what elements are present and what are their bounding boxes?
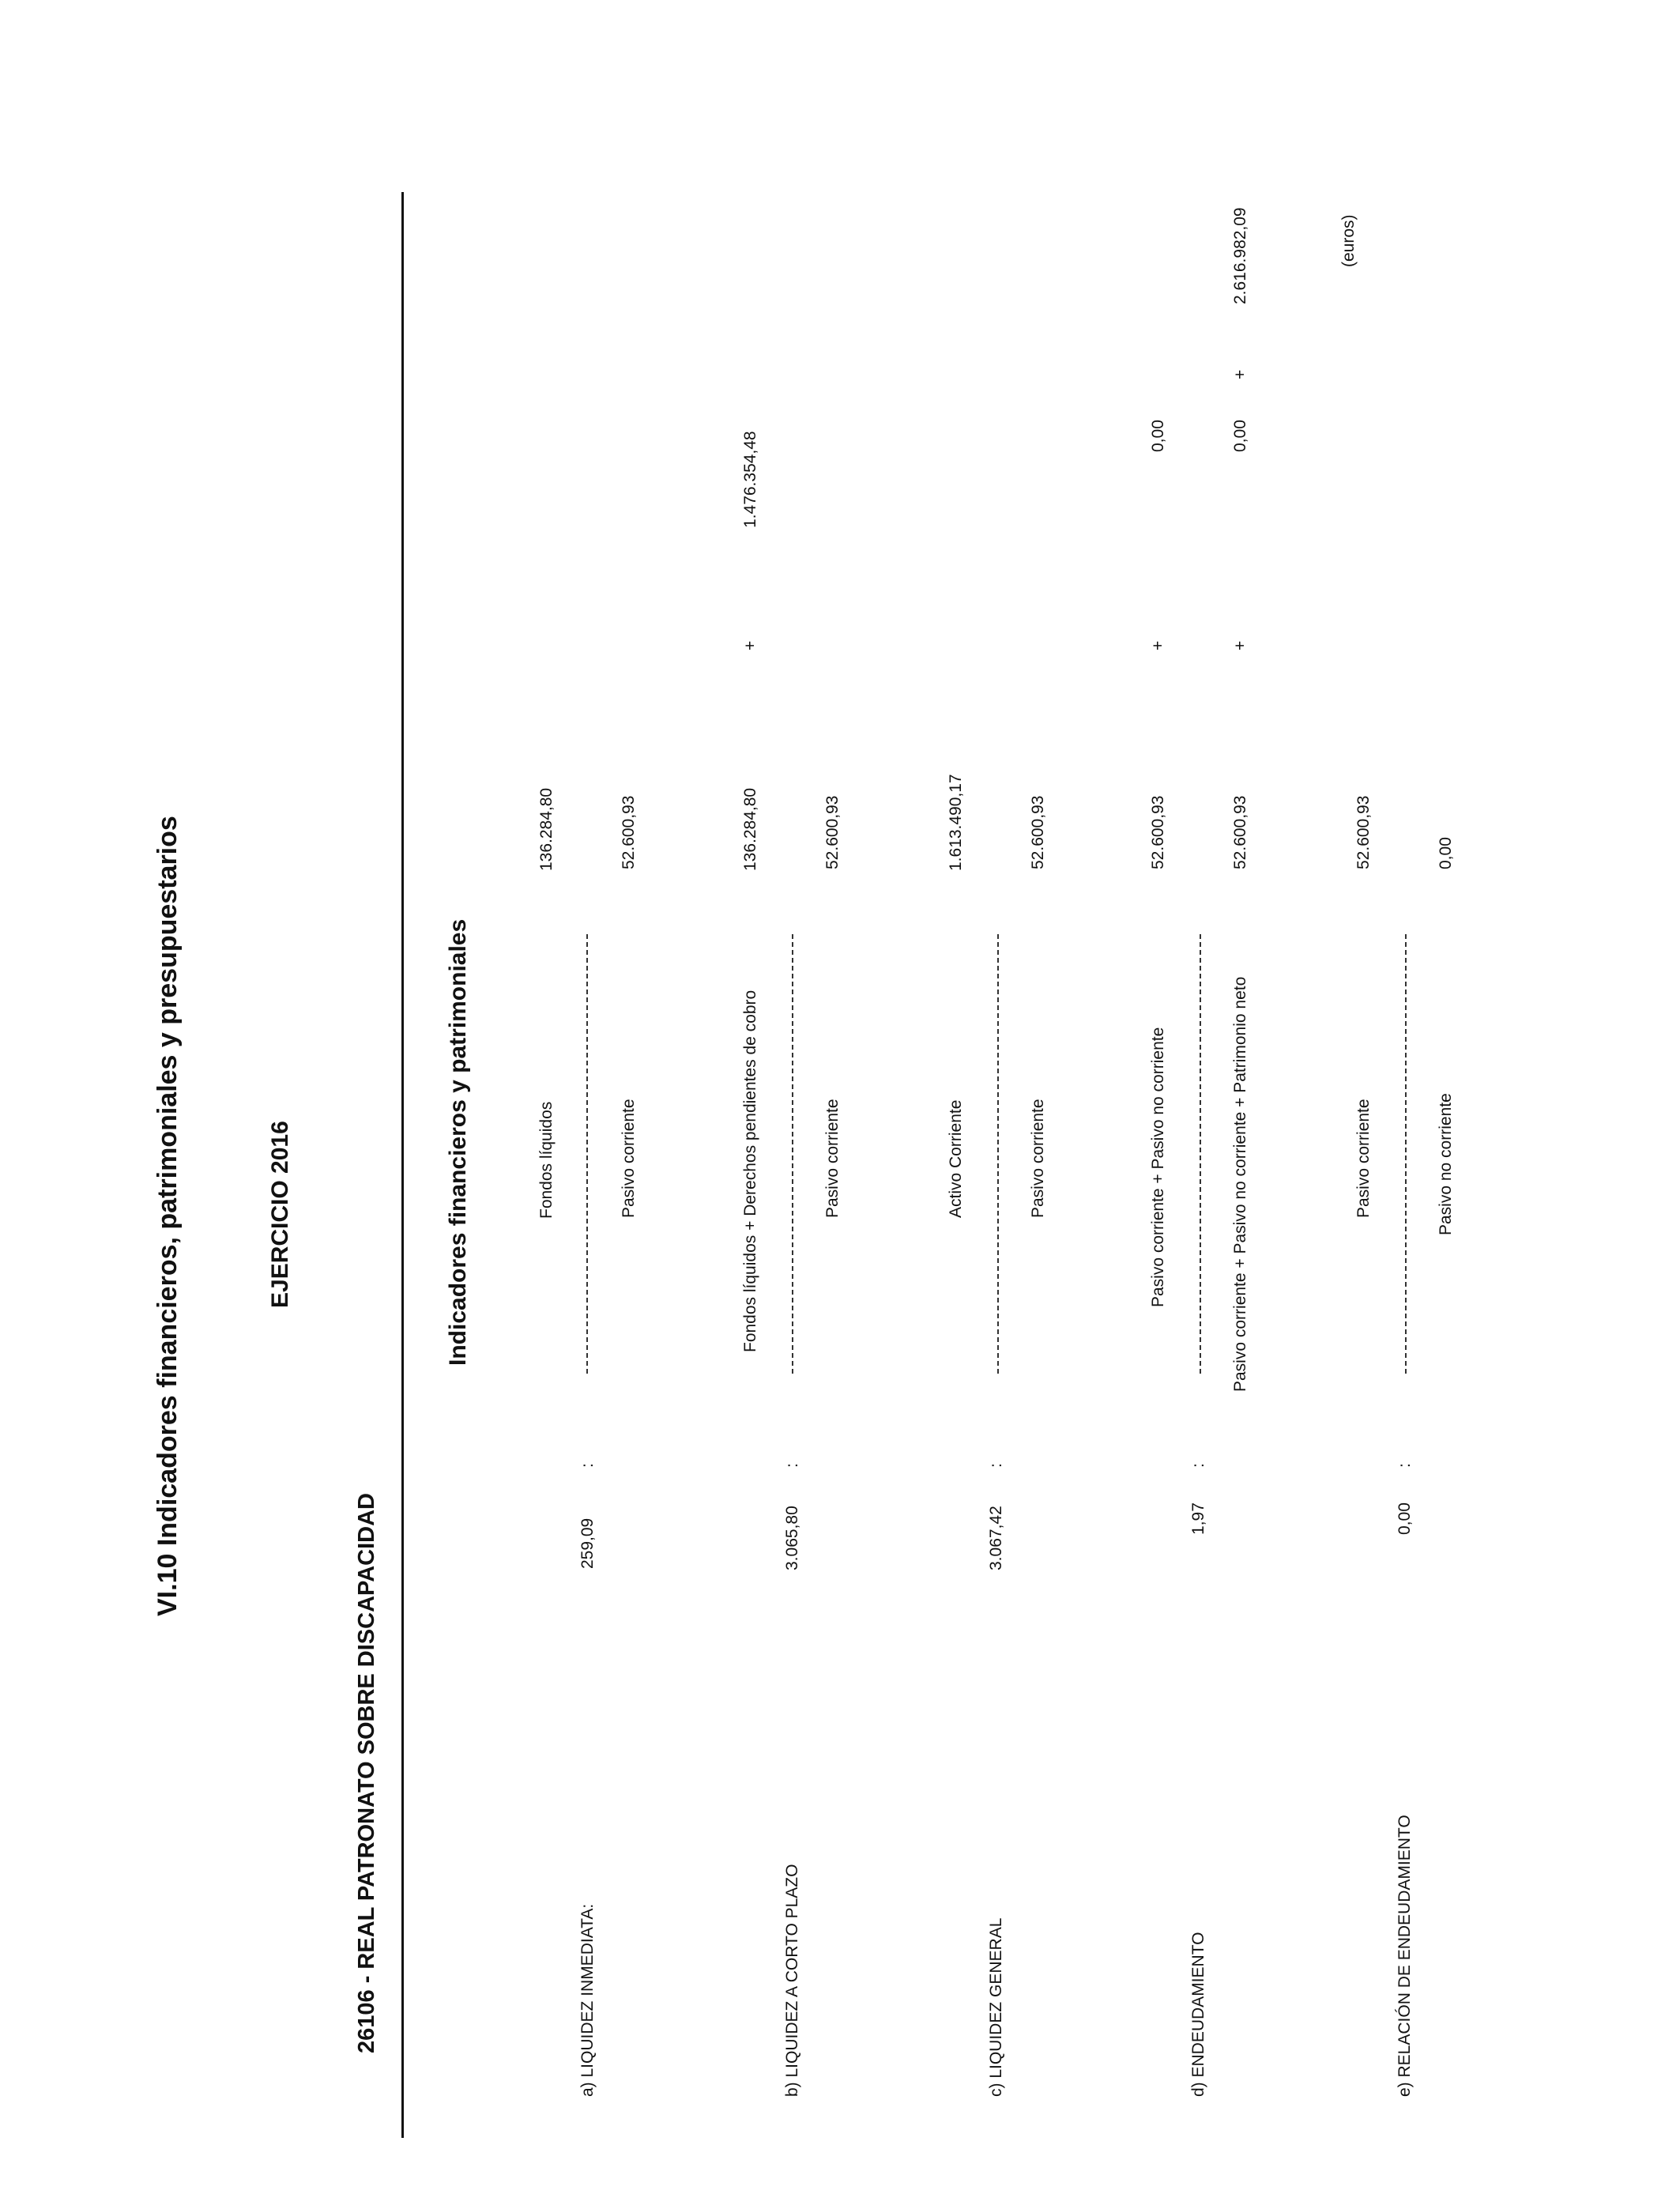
plus-operator: +	[1231, 640, 1249, 650]
indicator-label: c) LIQUIDEZ GENERAL	[987, 1917, 1005, 2097]
indicator-label: e) RELACIÓN DE ENDEUDAMIENTO	[1396, 1815, 1414, 2097]
plus-operator: +	[741, 640, 759, 650]
header-rule	[401, 192, 404, 2138]
fraction-line	[586, 934, 588, 1374]
indicator-value: 3.067,42	[987, 1506, 1005, 1570]
numerator-formula: Pasivo corriente + Pasivo no corriente	[1149, 1027, 1167, 1307]
numerator-term: 52.600,93	[1354, 795, 1373, 869]
denominator-formula: Pasivo corriente + Pasivo no corriente + Patrimonio neto	[1231, 976, 1249, 1392]
currency-units: (euros)	[1339, 214, 1358, 267]
indicator-colon: :	[1189, 1463, 1207, 1468]
section-title: Indicadores financieros y patrimoniales	[445, 918, 471, 1366]
page-title: VI.10 Indicadores financieros, patrimoniales y presupuestarios	[153, 816, 183, 1616]
denominator-term: 2.616.982,09	[1231, 207, 1249, 304]
indicator-value: 0,00	[1396, 1502, 1414, 1535]
fraction-line	[792, 934, 793, 1374]
denominator-formula: Pasivo corriente	[620, 1099, 638, 1218]
numerator-formula: Fondos líquidos	[537, 1101, 556, 1219]
fraction-line	[1405, 934, 1407, 1374]
numerator-formula: Fondos líquidos + Derechos pendientes de cobro	[741, 990, 759, 1352]
indicator-value: 3.065,80	[783, 1506, 801, 1570]
denominator-formula: Pasivo no corriente	[1437, 1093, 1455, 1235]
numerator-term: 1.613.490,17	[947, 774, 965, 871]
denominator-term: 52.600,93	[823, 795, 842, 869]
denominator-term: 0,00	[1231, 420, 1249, 452]
numerator-term: 136.284,80	[741, 787, 759, 871]
plus-operator: +	[1149, 640, 1167, 650]
indicator-colon: :	[987, 1463, 1005, 1468]
denominator-term: 52.600,93	[1029, 795, 1047, 869]
numerator-formula: Pasivo corriente	[1354, 1099, 1373, 1218]
numerator-formula: Activo Corriente	[947, 1099, 965, 1218]
denominator-term: 52.600,93	[1231, 795, 1249, 869]
indicator-colon: :	[1396, 1463, 1414, 1468]
numerator-term: 52.600,93	[1149, 795, 1167, 869]
indicator-label: d) ENDEUDAMIENTO	[1189, 1932, 1207, 2097]
fraction-line	[1200, 934, 1201, 1374]
indicator-value: 259,09	[578, 1517, 597, 1569]
numerator-term: 0,00	[1149, 420, 1167, 452]
denominator-formula: Pasivo corriente	[823, 1099, 842, 1218]
numerator-term: 1.476.354,48	[741, 431, 759, 528]
denominator-term: 0,00	[1437, 837, 1455, 869]
numerator-term: 136.284,80	[537, 787, 556, 871]
indicator-label: b) LIQUIDEZ A CORTO PLAZO	[783, 1864, 801, 2097]
indicator-value: 1,97	[1189, 1502, 1207, 1535]
indicator-colon: :	[783, 1463, 801, 1468]
plus-operator: +	[1231, 369, 1249, 379]
indicator-label: a) LIQUIDEZ INMEDIATA:	[578, 1903, 597, 2097]
fraction-line	[997, 934, 999, 1374]
fiscal-year: EJERCICIO 2016	[267, 1121, 293, 1308]
denominator-formula: Pasivo corriente	[1029, 1099, 1047, 1218]
indicator-colon: :	[578, 1463, 597, 1468]
denominator-term: 52.600,93	[620, 795, 638, 869]
entity-name: 26106 - REAL PATRONATO SOBRE DISCAPACIDAD	[354, 1493, 379, 2053]
